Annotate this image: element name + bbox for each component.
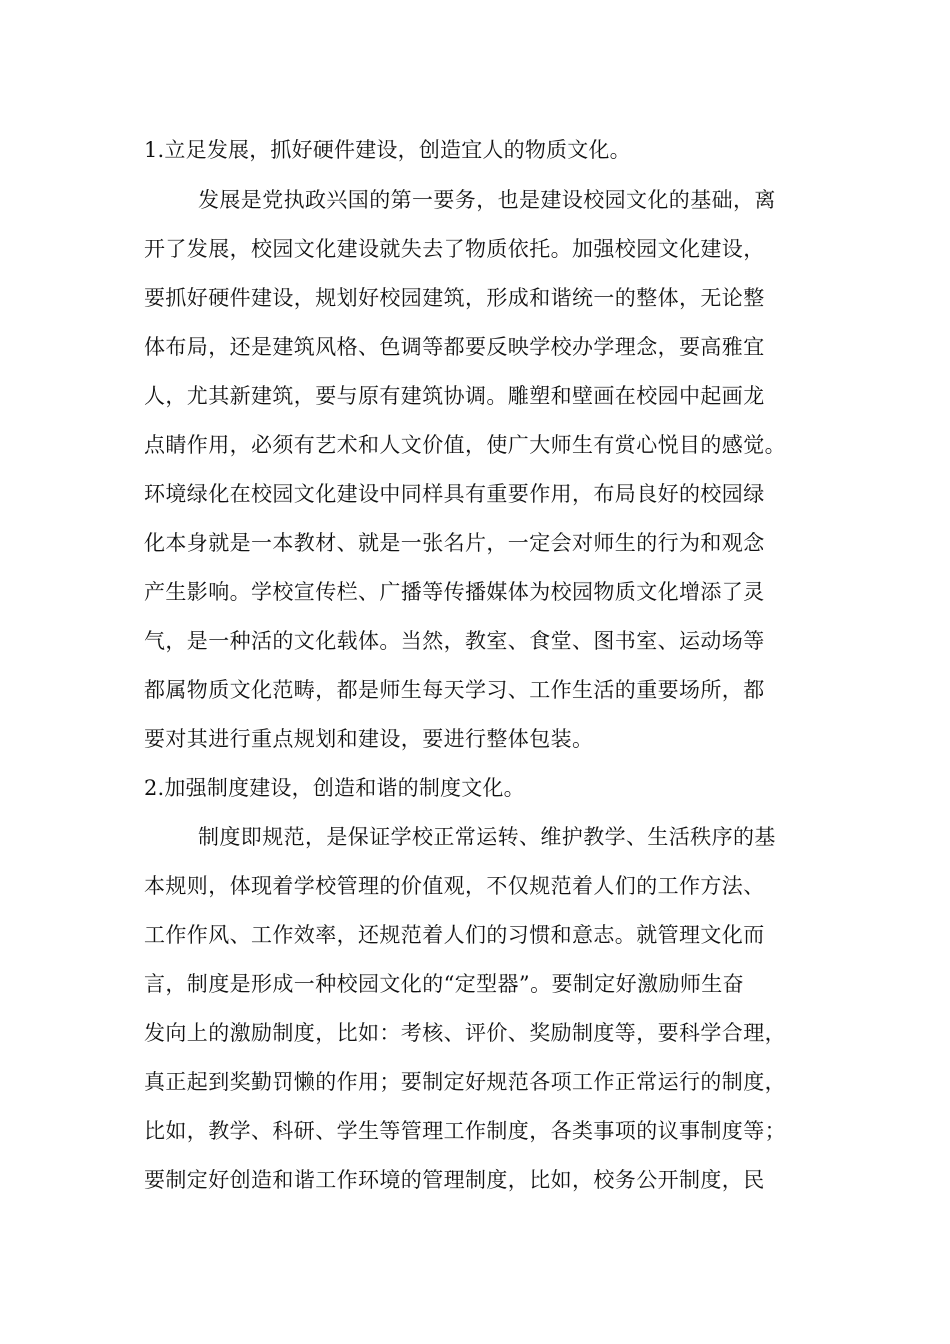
paragraph-1-line-8: 化本身就是一本教材、就是一张名片，一定会对师生的行为和观念 [144,531,765,555]
paragraph-1-line-2: 开了发展，校园文化建设就失去了物质依托。加强校园文化建设， [144,237,765,261]
paragraph-2-line-4: 言，制度是形成一种校园文化的“定型器”。要制定好激励师生奋 [144,972,745,996]
paragraph-1-line-1: 发展是党执政兴国的第一要务，也是建设校园文化的基础，离 [198,188,776,212]
paragraph-1-line-5: 人，尤其新建筑，要与原有建筑协调。雕塑和壁画在校园中起画龙 [144,384,765,408]
section-heading-1: 1.立足发展，抓好硬件建设，创造宜人的物质文化。 [144,138,631,162]
paragraph-1-line-7: 环境绿化在校园文化建设中同样具有重要作用，布局良好的校园绿 [144,482,765,506]
paragraph-1-line-6: 点睛作用，必须有艺术和人文价值，使广大师生有赏心悦目的感觉。 [144,433,786,457]
paragraph-2-line-3: 工作作风、工作效率，还规范着人们的习惯和意志。就管理文化而 [144,923,765,947]
paragraph-1-line-4: 体布局，还是建筑风格、色调等都要反映学校办学理念，要高雅宜 [144,335,765,359]
paragraph-1-line-12: 要对其进行重点规划和建设，要进行整体包装。 [144,727,594,751]
paragraph-1-line-11: 都属物质文化范畴，都是师生每天学习、工作生活的重要场所，都 [144,678,765,702]
paragraph-2-line-1: 制度即规范，是保证学校正常运转、维护教学、生活秩序的基 [198,825,776,849]
paragraph-2-line-8: 要制定好创造和谐工作环境的管理制度，比如，校务公开制度，民 [144,1168,765,1192]
paragraph-2-line-5: 发向上的激励制度，比如：考核、评价、奖励制度等，要科学合理， [144,1021,786,1045]
paragraph-2-line-6: 真正起到奖勤罚懒的作用；要制定好规范各项工作正常运行的制度， [144,1070,786,1094]
paragraph-1-line-9: 产生影响。学校宣传栏、广播等传播媒体为校园物质文化增添了灵 [144,580,765,604]
paragraph-2-line-7: 比如，教学、科研、学生等管理工作制度，各类事项的议事制度等； [144,1119,786,1143]
paragraph-1-line-3: 要抓好硬件建设，规划好校园建筑，形成和谐统一的整体，无论整 [144,286,765,310]
paragraph-1-line-10: 气，是一种活的文化载体。当然，教室、食堂、图书室、运动场等 [144,629,765,653]
section-heading-2: 2.加强制度建设，创造和谐的制度文化。 [144,776,525,800]
paragraph-2-line-2: 本规则，体现着学校管理的价值观，不仅规范着人们的工作方法、 [144,874,765,898]
